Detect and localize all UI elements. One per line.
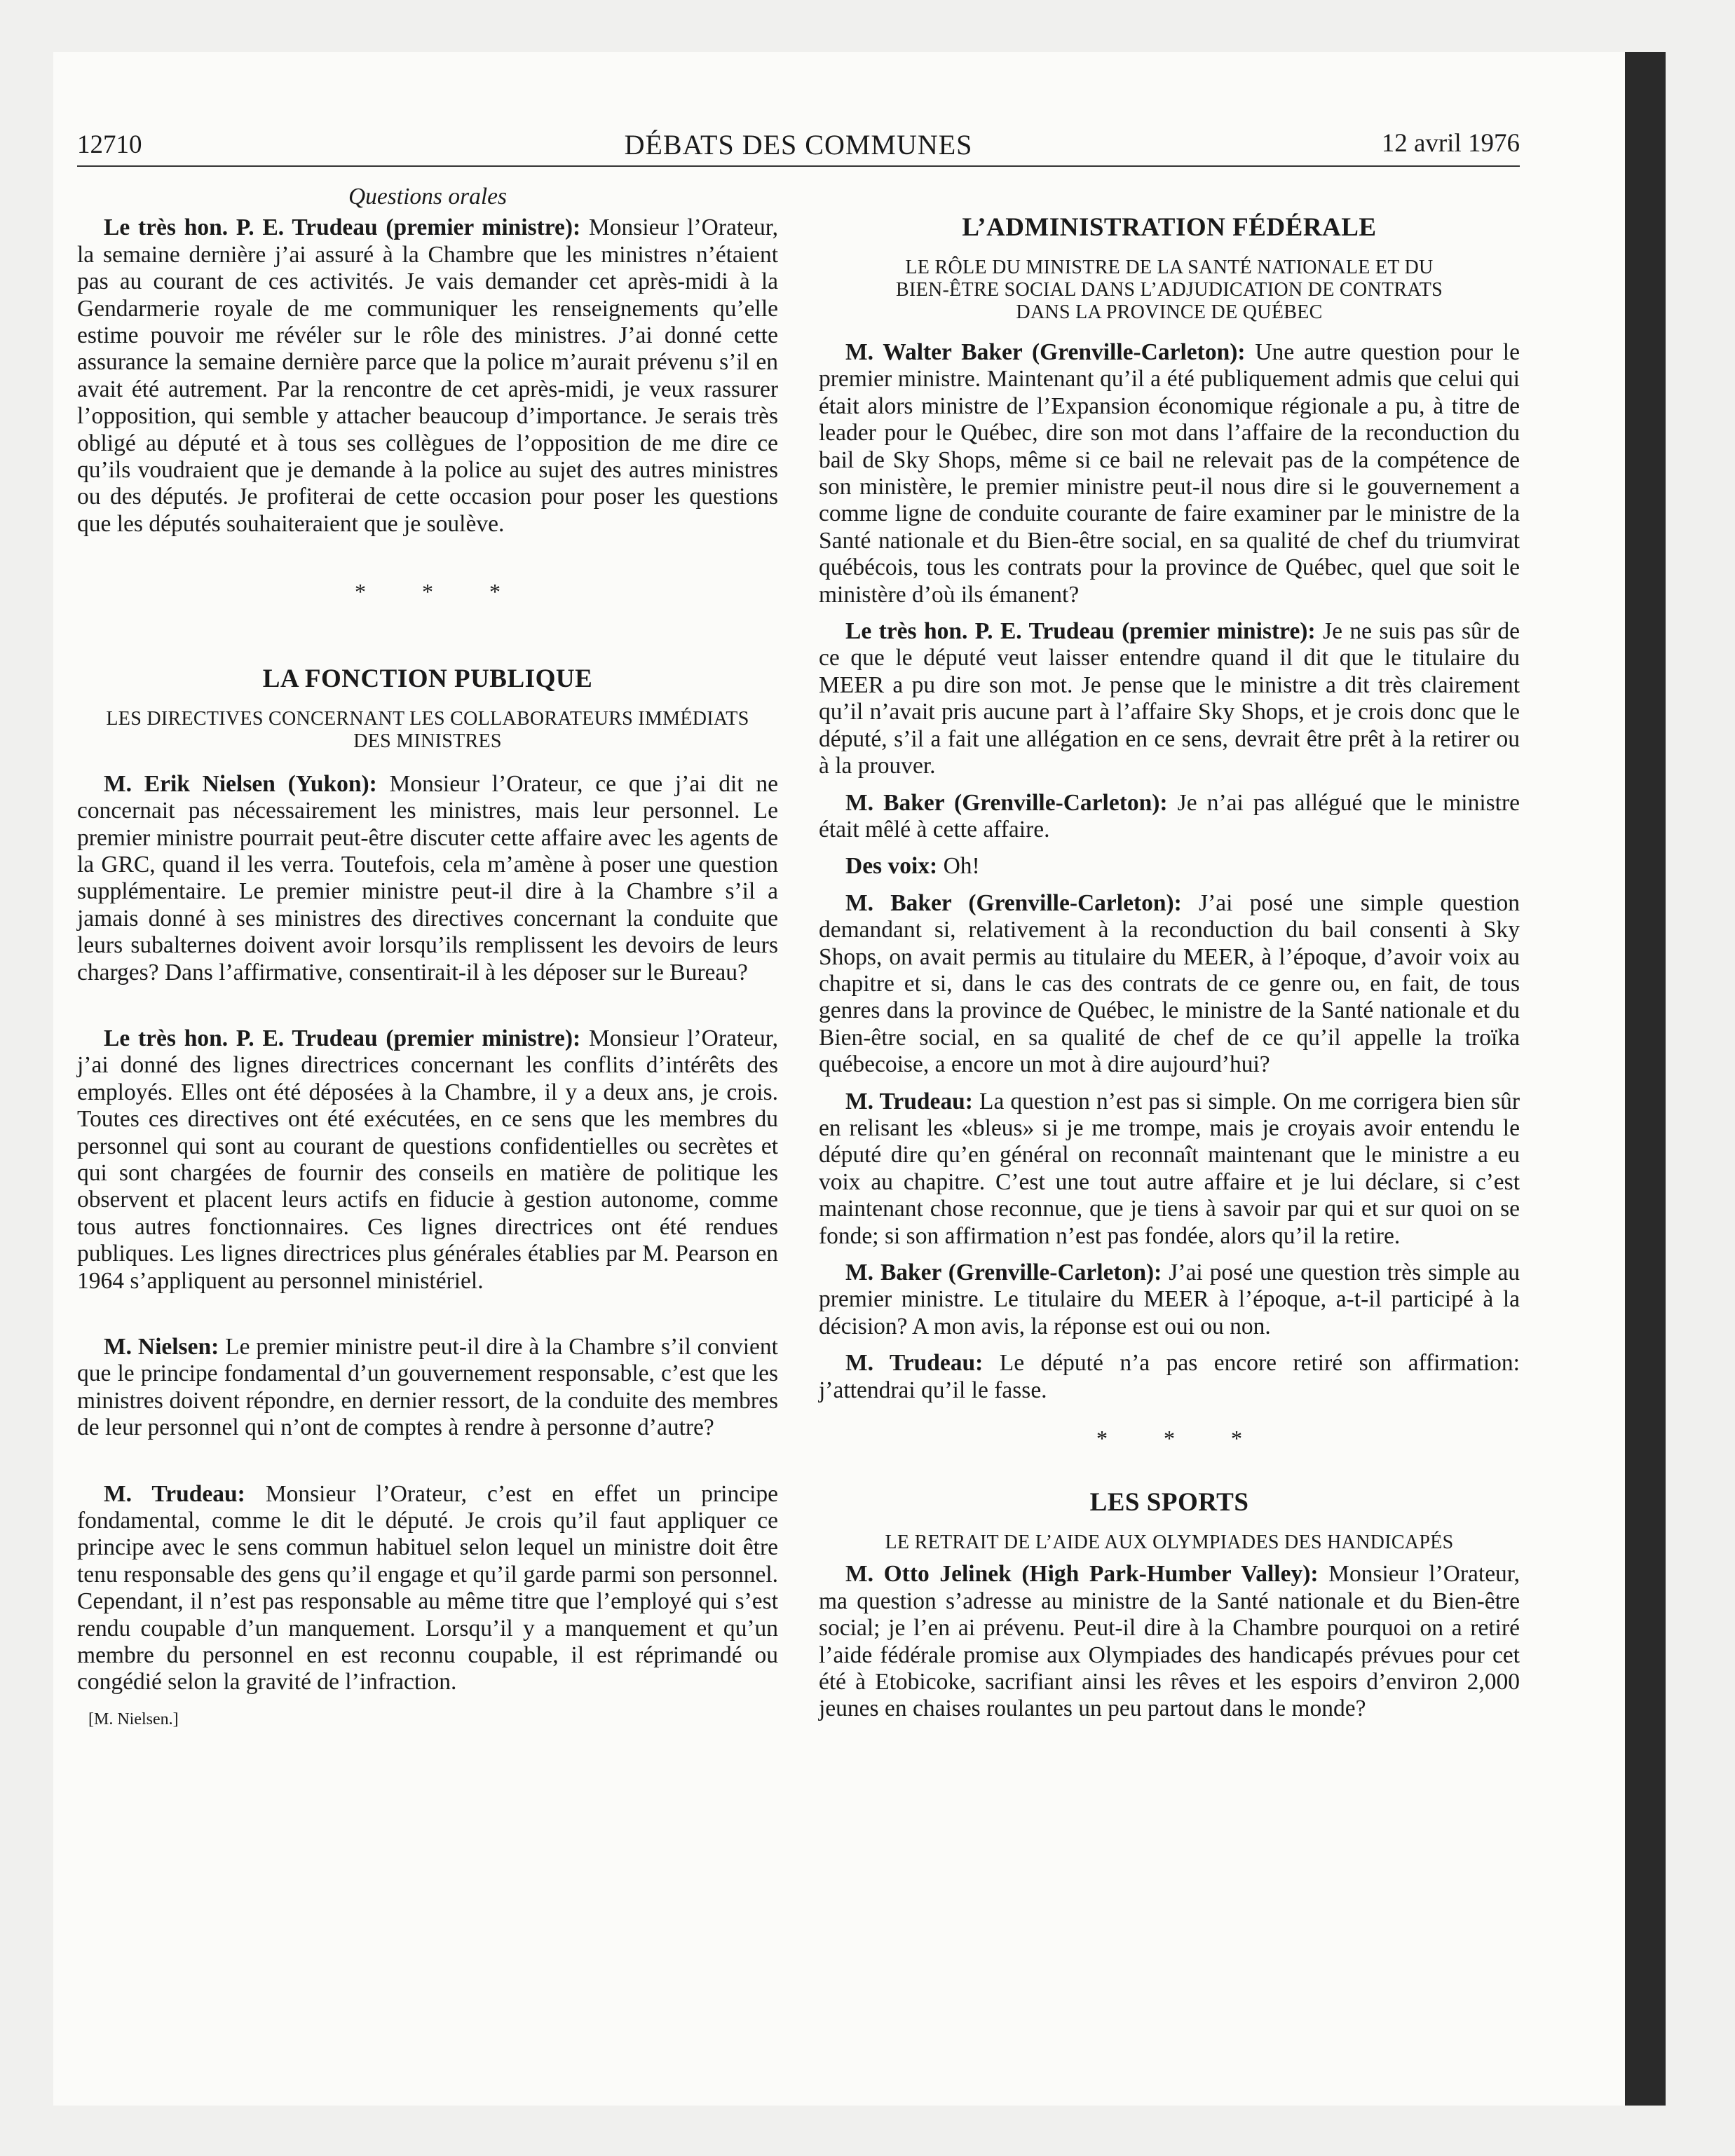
paragraph — [77, 1025, 778, 1295]
speaker-continuation-note: [M. Nielsen.] — [88, 1710, 179, 1728]
paragraph — [77, 214, 778, 538]
paragraph — [819, 790, 1520, 844]
section-separator: * * * — [355, 579, 526, 605]
paragraph — [77, 771, 778, 986]
speech-text: Monsieur l’Orateur, c’est en effet un principe fondamental, comme le dit le député. Je crois qu’il faut appliquer ce principe avec le sens commun habituel selon lequel un ministre doit être tenu responsable des gens qu’il engage et qu’il garde parmi son personnel. Cependant, il n’est pas responsable au même titre que l’employé qui s’est rendu coupable d’un manquement. Lorsqu’il y a manquement et qu’un membre du personnel en est reconnu coupable, il est réprimandé ou congédié selon la gravité de l’infraction. — [77, 1480, 778, 1696]
speaker-name: M. Baker (Grenville-Carleton): — [845, 889, 1182, 916]
publication-date: 12 avril 1976 — [1381, 129, 1520, 158]
speech-text: La question n’est pas si simple. On me corrigera bien sûr en relisant les «bleus» si je me trompe, mais je croyais avoir entendu le député dire qu’en général on reconnaît maintenant que le ministre a eu voix au chapitre. C’est une tout autre affaire et je lui déclare, si c’est maintenant chose reconnue, que je tiens à savoir par qui et sur quoi on se fonde; si son affirmation n’est pas fondée, alors qu’il la retire. — [819, 1088, 1520, 1249]
speech-text: Monsieur l’Orateur, la semaine dernière j’ai assuré à la Chambre que les ministres n’étaient pas au courant de ces activités. Je vais demander cet après-midi à la Gendarmerie royale de me communiquer les renseignements qu’elle estime pouvoir me révéler sur le rôle des ministres. J’ai donné cette assurance la semaine dernière parce que la police m’aurait prévenu s’il en avait été autrement. Par la rencontre de cet après-midi, je veux rassurer l’opposition, qui semble y attacher beaucoup d’importance. Je serais très obligé au député et à tous ses collègues de l’opposition de me dire ce qu’ils voudraient que je demande à la police au sujet des autres ministres ou des députés. Je profiterai de cette occasion pour poser les questions que les députés souhaiteraient que je soulève. — [77, 214, 778, 537]
speaker-name: Le très hon. P. E. Trudeau (premier ministre): — [104, 1025, 581, 1051]
speech-text: Le député n’a pas encore retiré son affirmation: j’attendrai qu’il le fasse. — [819, 1350, 1520, 1403]
page-number: 12710 — [77, 130, 142, 159]
section-subheading: LE RÔLE DU MINISTRE DE LA SANTÉ NATIONALE ET DU BIEN-ÊTRE SOCIAL DANS L’ADJUDICATION DE CONTRATS DANS LA PROVINCE DE QUÉBEC — [896, 257, 1443, 323]
speech-text: Monsieur l’Orateur, ce que j’ai dit ne concernait pas nécessairement les ministres, mais leur personnel. Le premier ministre pourrait peut-être discuter cette affaire avec les agents de la GRC, quand il les verra. Toutefois, cela m’amène à poser une question supplémentaire. Le premier ministre peut-il dire à la Chambre s’il a jamais donné à ses ministres des directives concernant la conduite que leurs subalternes doivent avoir lorsqu’ils remplissent les devoirs de leurs charges? Dans l’affirmative, consentirait-il à les déposer sur le Bureau? — [77, 770, 778, 985]
speaker-name: M. Erik Nielsen (Yukon): — [104, 770, 377, 797]
paragraph — [819, 1260, 1520, 1340]
left-column — [77, 184, 778, 1733]
speaker-name: M. Trudeau: — [104, 1480, 245, 1507]
section-separator: * * * — [1096, 1426, 1267, 1452]
paragraph — [819, 1561, 1520, 1722]
speech-text: Je n’ai pas allégué que le ministre était mêlé à cette affaire. — [819, 789, 1520, 842]
paragraph — [819, 853, 1520, 880]
right-column — [819, 184, 1520, 1733]
speaker-name: Le très hon. P. E. Trudeau (premier ministre): — [845, 618, 1316, 645]
paragraph — [819, 618, 1520, 779]
section-heading: L’ADMINISTRATION FÉDÉRALE — [962, 213, 1377, 242]
scan-edge-shadow — [1625, 52, 1666, 2106]
speech-text: Le premier ministre peut-il dire à la Chambre s’il convient que le principe fondamental d’un gouvernement responsable, c’est que les ministres doivent répondre, en dernier ressort, de la conduite des membres de leur personnel qui n’ont de comptes à rendre à personne d’autre? — [77, 1334, 778, 1441]
running-head — [77, 125, 1520, 167]
speaker-name: M. Walter Baker (Grenville-Carleton): — [845, 339, 1246, 365]
paragraph — [819, 890, 1520, 1079]
speaker-name: Des voix: — [845, 853, 938, 880]
section-heading: LA FONCTION PUBLIQUE — [262, 664, 593, 693]
speech-text: Une autre question pour le premier ministre. Maintenant qu’il a été publiquement admis que celui qui était alors ministre de l’Expansion économique régionale a pu, à titre de leader pour le Québec, dire son mot dans l’affaire de la reconduction du bail de Sky Shops, même si ce bail ne relevait pas de la compétence de son ministère, le premier ministre peut-il nous dire si le gouvernement a comme ligne de conduite courante de faire examiner par le ministre de la Santé nationale et du Bien-être social, en sa qualité de chef du triumvirat québécois, tous les contrats pour la province de Québec, quel que soit le ministère d’où ils émanent? — [819, 339, 1520, 608]
section-heading: LES SPORTS — [1089, 1488, 1249, 1517]
speech-text: J’ai posé une question très simple au premier ministre. Le titulaire du MEER à l’époque, a-t-il participé à la décision? A mon avis, la réponse est oui ou non. — [819, 1260, 1520, 1339]
section-subheading: LE RETRAIT DE L’AIDE AUX OLYMPIADES DES HANDICAPÉS — [885, 1531, 1454, 1554]
speaker-name: M. Baker (Grenville-Carleton): — [845, 1260, 1162, 1285]
speaker-name: M. Baker (Grenville-Carleton): — [845, 789, 1168, 816]
speech-text: Monsieur l’Orateur, ma question s’adresse au ministre de la Santé nationale et du Bien-être social; je l’en ai prévenu. Peut-il dire à la Chambre pourquoi on a retiré l’aide fédérale promise aux Olympiades des handicapés prévues pour cet été à Etobicoke, sacrifiant ainsi les rêves et les espoirs d’environ 2,000 jeunes en chaises roulantes un peu partout dans le monde? — [819, 1561, 1520, 1722]
paragraph — [77, 1334, 778, 1442]
speech-text: Je ne suis pas sûr de ce que le député veut laisser entendre quand il dit que le titulaire du MEER a pu dire son mot. Je pense que le ministre a dit très clairement qu’il n’avait pris aucune part à l’affaire Sky Shops, et je crois donc que le député, s’il a fait une allégation en ce sens, devrait être prêt à la retirer ou à la prouver. — [819, 618, 1520, 779]
paragraph — [819, 1089, 1520, 1250]
section-subheading: LES DIRECTIVES CONCERNANT LES COLLABORATEURS IMMÉDIATS DES MINISTRES — [106, 707, 749, 752]
speaker-name: M. Trudeau: — [845, 1350, 984, 1377]
speech-text: J’ai posé une simple question demandant si, relativement à la reconduction du bail consenti à Sky Shops, on avait permis au titulaire du MEER, à l’époque, d’avoir voix au chapitre et si, dans le cas des contrats de ce genre ou, en fait, de tous genres dans la province de Québec, le ministre de la Santé nationale et du Bien-être social, en sa qualité de chef de ce qu’il appelle la troïka québecoise, a encore un mot à dire aujourd’hui? — [819, 889, 1520, 1078]
speaker-name: M. Otto Jelinek (High Park-Humber Valley): — [845, 1561, 1319, 1588]
publication-title: DÉBATS DES COMMUNES — [624, 129, 973, 161]
speech-text: Monsieur l’Orateur, j’ai donné des lignes directrices concernant les conflits d’intérêts des employés. Elles ont été déposées à la Chambre, il y a deux ans, je crois. Toutes ces directives ont été exécutées, en ce sens que les membres du personnel qui sont au courant de questions confidentielles ou secrètes et qui sont chargées de fournir des conseils en matière de politique les observent et placent leurs actifs en fiducie à gestion autonome, comme tous autres fonctionnaires. Ces lignes directrices ont été rendues publiques. Les lignes directrices plus générales établies par M. Pearson en 1964 s’appliquent au personnel ministériel. — [77, 1025, 778, 1294]
paragraph — [77, 1481, 778, 1696]
section-label: Questions orales — [348, 184, 508, 210]
speech-text: Oh! — [937, 853, 980, 880]
paragraph — [819, 339, 1520, 608]
speaker-name: M. Nielsen: — [104, 1334, 219, 1360]
paragraph — [819, 1350, 1520, 1404]
speaker-name: Le très hon. P. E. Trudeau (premier ministre): — [104, 214, 581, 241]
speaker-name: M. Trudeau: — [845, 1088, 973, 1114]
